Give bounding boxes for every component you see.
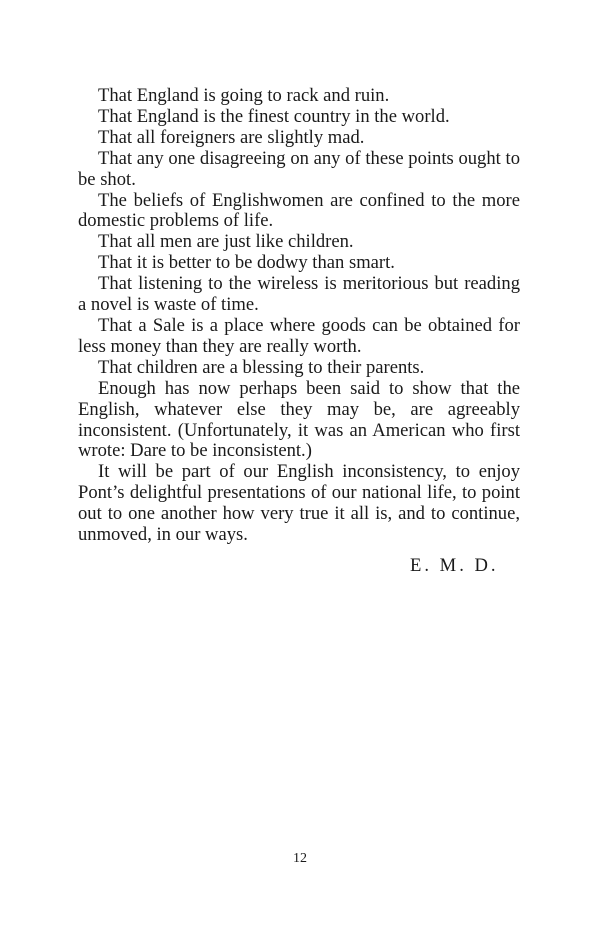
paragraph: That a Sale is a place where goods can be obtained for less money than they are really worth. [78,314,520,357]
author-initials: E. M. D. [410,555,499,576]
paragraph: That England is the finest country in the world. [98,105,450,127]
paragraph: It will be part of our English inconsistency, to enjoy Pont’s delightful presentations of our national life, to point out to one another how very true it all is, and to continue, unmoved, in our ways. [78,461,520,546]
paragraph: That all foreigners are slightly mad. [98,126,365,148]
paragraph: That children are a blessing to their parents. [98,356,425,378]
paragraph: That it is better to be dodwy than smart. [98,252,395,274]
body-text [78,86,520,546]
paragraph: That any one disagreeing on any of these points ought to be shot. [78,147,520,190]
paragraph: The beliefs of Englishwomen are confined to the more domestic problems of life. [78,189,520,232]
paragraph: That listening to the wireless is meritorious but reading a novel is waste of time. [78,273,520,316]
paragraph: Enough has now perhaps been said to show that the English, whatever else they may be, are agreeably inconsistent. (Unfortunately, it was an American who first wrote: Dare to be inconsistent.) [78,377,520,462]
page-number: 12 [293,851,307,866]
paragraph: That all men are just like children. [98,231,354,253]
paragraph: That England is going to rack and ruin. [98,85,390,106]
